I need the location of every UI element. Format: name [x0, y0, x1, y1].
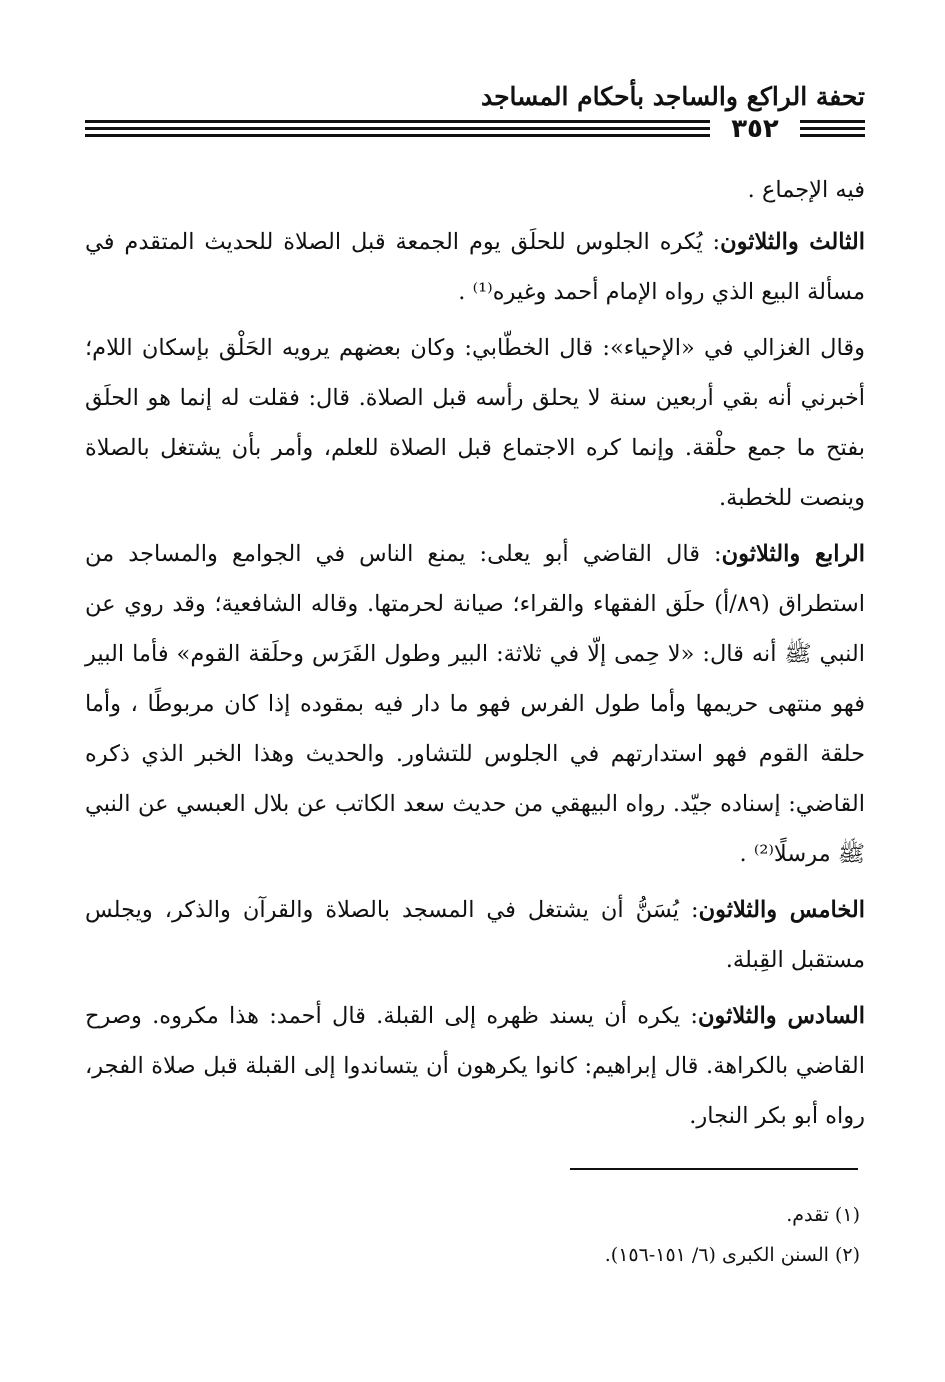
footnote: (٢) السنن الكبرى (٦/ ١٥١-١٥٦).	[604, 1244, 860, 1266]
paragraph-text: وقال الغزالي في «الإحياء»: قال الخطّابي: وكان بعضهم يرويه الحَلْق بإسكان اللام؛ أخبرني أنه بقي أربعين سنة لا يحلق رأسه قبل الصلاة. قال: فقلت له إنما هو الحلَق بفتح ما جمع حلْقة. وإنما كره الاجتماع قبل الصلاة للعلم، وأمر بأن يشتغل بالصلاة وينصت للخطبة.	[85, 335, 865, 511]
paragraph-text: : قال القاضي أبو يعلى: يمنع الناس في الجوامع والمساجد من استطراق (٨٩/أ) حلَق الفقهاء والقراء؛ صيانة لحرمتها. وقاله الشافعية؛ وقد روي عن النبي ﷺ أنه قال: «لا حِمى إلّا في ثلاثة: البير وطول الفَرَس وحلَقة القوم» فأما البير فهو منتهى حريمها وأما طول الفرس فهو ما دار فيه بمقوده إذا كان مربوطًا ، وأما حلقة القوم فهو استدارتهم في الجلوس للتشاور. والحديث وهذا الخبر الذي ذكره القاضي: إسناده جيّد. رواه البيهقي من حديث سعد الكاتب عن بلال العبسي عن النبي ﷺ مرسلًا⁽²⁾ .	[85, 541, 865, 867]
paragraph	[85, 991, 865, 1141]
body-text	[85, 165, 865, 1147]
paragraph-text: : يُكره الجلوس للحلَق يوم الجمعة قبل الصلاة للحديث المتقدم في مسألة البيع الذي رواه الإمام أحمد وغيره⁽¹⁾ .	[85, 229, 865, 305]
header-rule-left-1	[85, 120, 710, 123]
header-rule-left-3	[85, 134, 710, 137]
running-header-title: تحفة الراكع والساجد بأحكام المساجد	[480, 82, 865, 111]
paragraph-heading: الرابع والثلاثون	[721, 541, 865, 567]
footnote: (١) تقدم.	[786, 1204, 860, 1226]
header-rule-left-2	[85, 127, 710, 130]
paragraph-heading: السادس والثلاثون	[697, 1003, 865, 1029]
paragraph	[85, 323, 865, 523]
footnote-separator	[570, 1168, 858, 1170]
paragraph	[85, 165, 865, 215]
paragraph-text: فيه الإجماع .	[747, 177, 865, 203]
header-rule-right-3	[800, 134, 865, 137]
page-number: ٣٥٢	[731, 114, 779, 144]
paragraph	[85, 529, 865, 879]
paragraph	[85, 885, 865, 985]
paragraph	[85, 217, 865, 317]
paragraph-heading: الخامس والثلاثون	[698, 897, 866, 923]
footnotes	[85, 1195, 860, 1275]
header-rule-right-2	[800, 127, 865, 130]
paragraph-text: : يكره أن يسند ظهره إلى القبلة. قال أحمد: هذا مكروه. وصرح القاضي بالكراهة. قال إبراهيم: كانوا يكرهون أن يتساندوا إلى القبلة قبل صلاة الفجر، رواه أبو بكر النجار.	[85, 1003, 865, 1129]
paragraph-heading: الثالث والثلاثون	[720, 229, 865, 255]
header-rule-right-1	[800, 120, 865, 123]
paragraph-text: : يُسَنُّ أن يشتغل في المسجد بالصلاة والقرآن والذكر، ويجلس مستقبل القِبلة.	[85, 897, 865, 973]
